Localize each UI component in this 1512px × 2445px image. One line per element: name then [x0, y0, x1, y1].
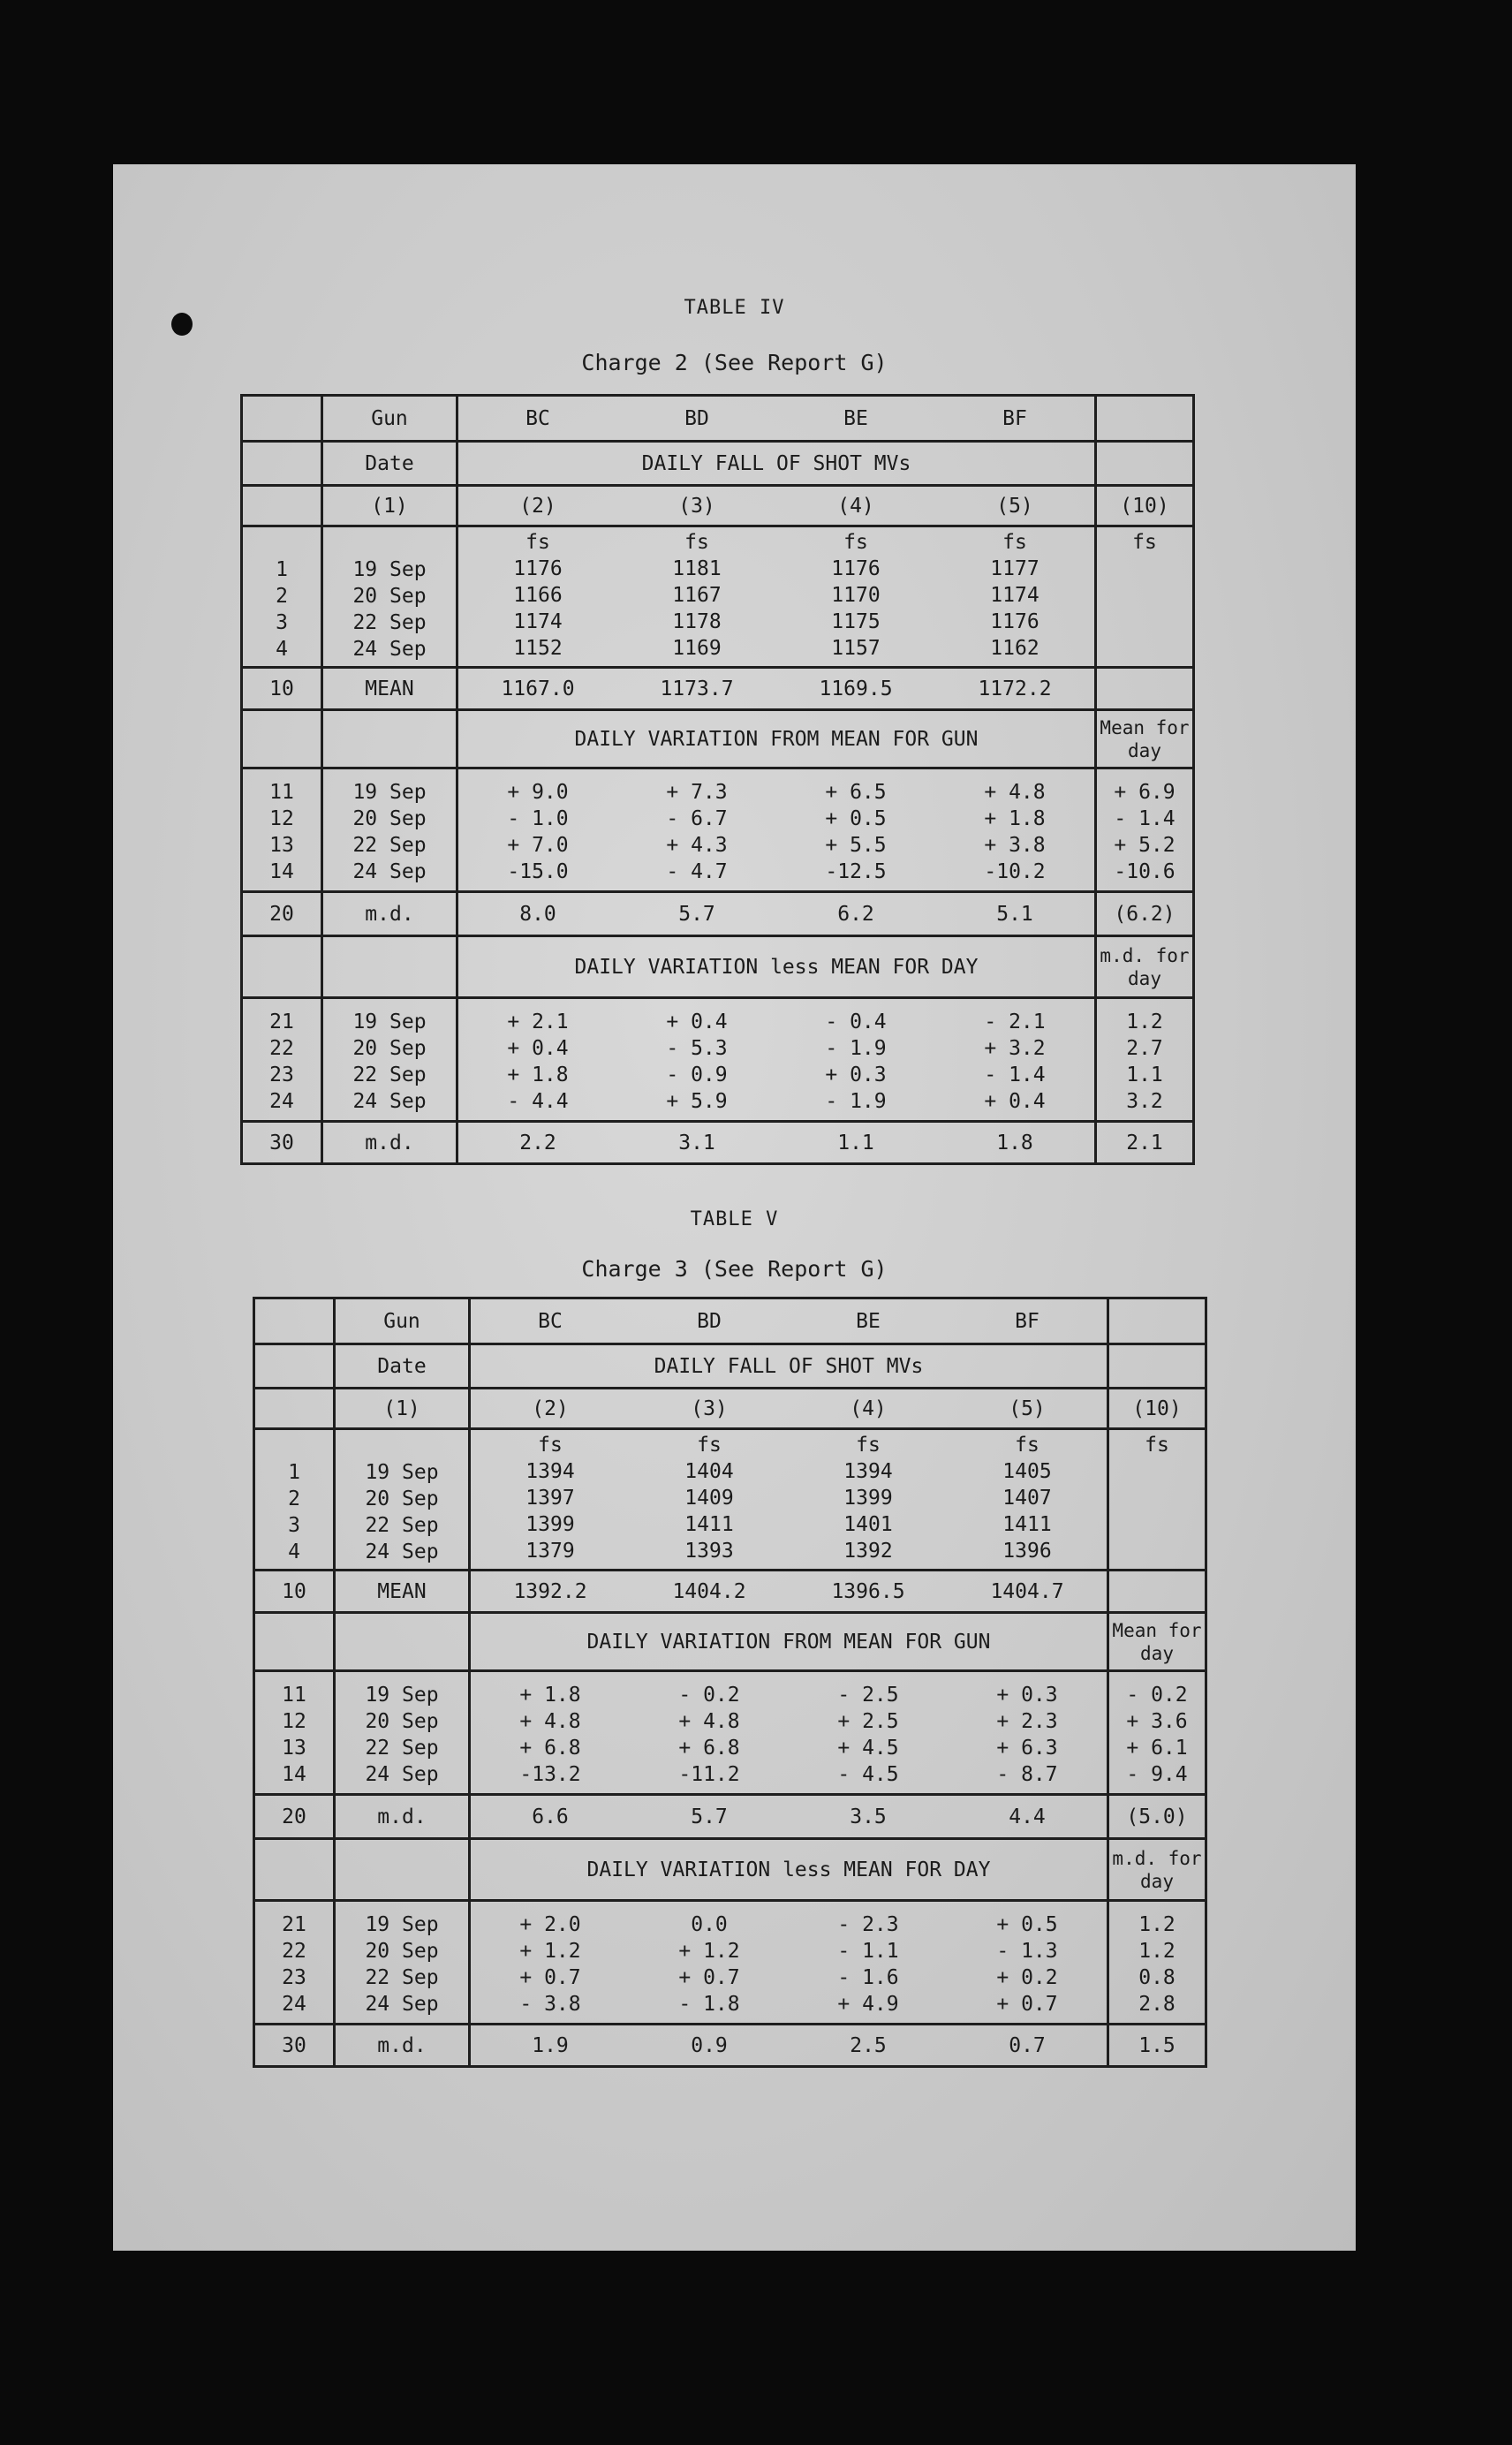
row-date: 19 Sep	[365, 1461, 439, 1484]
row-date: 22 Sep	[365, 1514, 439, 1537]
gun-header-1: BD	[684, 406, 709, 430]
unit-label: fs	[538, 1434, 563, 1457]
column-number-0: (1)	[371, 494, 408, 518]
row-date: 24 Sep	[352, 1090, 427, 1113]
col10-heading: day	[1128, 739, 1161, 761]
less-mean-value: - 5.3	[666, 1037, 728, 1060]
md-for-day-value: 1.2	[1138, 1913, 1176, 1936]
md-value: 5.7	[678, 902, 715, 926]
section-heading-variation: DAILY VARIATION FROM MEAN FOR GUN	[586, 1630, 991, 1654]
row-number: 30	[269, 1131, 294, 1154]
md-value: 4.4	[1009, 1805, 1046, 1828]
mv-value: 1178	[672, 610, 722, 633]
row-date: 22 Sep	[352, 1064, 427, 1086]
row-number: 4	[276, 638, 288, 661]
md-value: 3.5	[850, 1805, 887, 1828]
less-mean-value: + 1.8	[507, 1064, 569, 1086]
variation-value: + 0.3	[996, 1684, 1058, 1707]
less-mean-value: + 0.4	[507, 1037, 569, 1060]
column-number-3: (4)	[850, 1397, 887, 1420]
final-md-value: 1.8	[996, 1131, 1033, 1154]
unit-label: fs	[1145, 1434, 1169, 1457]
less-mean-value: - 1.4	[984, 1064, 1046, 1086]
row-number: 22	[269, 1037, 294, 1060]
blank-cell	[322, 710, 457, 768]
row-date: 22 Sep	[352, 611, 427, 634]
blank-cell	[1108, 1571, 1206, 1613]
section-heading-less-mean: DAILY VARIATION less MEAN FOR DAY	[586, 1858, 991, 1881]
blank-cell	[1108, 1298, 1206, 1344]
row-date: 24 Sep	[365, 1540, 439, 1563]
less-mean-value: - 1.3	[996, 1940, 1058, 1963]
row-date: 19 Sep	[352, 781, 427, 804]
variation-value: -13.2	[519, 1763, 581, 1786]
row-number: 13	[282, 1737, 306, 1760]
row-number: 11	[269, 781, 294, 804]
mv-value: 1170	[831, 584, 881, 607]
variation-value: -15.0	[507, 860, 569, 883]
table-row	[242, 486, 1194, 526]
variation-value: + 4.5	[837, 1737, 899, 1760]
variation-value: + 2.3	[996, 1710, 1058, 1733]
variation-value: + 6.8	[678, 1737, 740, 1760]
md-for-day-value: 2.8	[1138, 1993, 1176, 2016]
variation-value: - 6.7	[666, 807, 728, 830]
variation-value: + 1.8	[984, 807, 1046, 830]
variation-value: - 8.7	[996, 1763, 1058, 1786]
row-number: 24	[282, 1993, 306, 2016]
unit-label: fs	[856, 1434, 881, 1457]
column-number-4: (5)	[996, 494, 1033, 518]
final-md-value: 2.2	[519, 1131, 556, 1154]
variation-value: + 2.5	[837, 1710, 899, 1733]
date-label: Date	[377, 1354, 427, 1378]
row-number: 3	[288, 1514, 300, 1537]
mv-value: 1167	[672, 584, 722, 607]
variation-value: + 4.8	[984, 781, 1046, 804]
blank-cell	[254, 1298, 335, 1344]
mv-value: 1407	[1002, 1487, 1052, 1510]
table-row	[242, 668, 1194, 710]
mv-value: 1393	[684, 1540, 734, 1563]
md-mean-value: (5.0)	[1126, 1805, 1188, 1828]
blank-cell	[254, 1839, 335, 1901]
less-mean-value: - 2.3	[837, 1913, 899, 1936]
mean-for-day-value: - 1.4	[1114, 807, 1176, 830]
mv-value: 1411	[684, 1513, 734, 1536]
final-md-value: 3.1	[678, 1131, 715, 1154]
table-row	[242, 998, 1194, 1122]
mean-value: 1396.5	[831, 1579, 905, 1603]
col10-heading: Mean for	[1112, 1619, 1202, 1641]
md-label: m.d.	[377, 1805, 427, 1828]
section-heading-less-mean: DAILY VARIATION less MEAN FOR DAY	[574, 955, 979, 979]
table-row	[254, 1901, 1206, 2025]
variation-value: -11.2	[678, 1763, 740, 1786]
mv-value: 1379	[525, 1540, 575, 1563]
row-number: 20	[282, 1805, 306, 1828]
less-mean-value: + 2.0	[519, 1913, 581, 1936]
unit-label: fs	[1002, 531, 1027, 554]
less-mean-value: - 1.6	[837, 1966, 899, 1989]
less-mean-value: + 0.7	[678, 1966, 740, 1989]
row-number: 10	[282, 1579, 306, 1603]
row-number: 12	[269, 807, 294, 830]
column-number-5: (10)	[1120, 494, 1169, 518]
row-number: 2	[276, 585, 288, 608]
column-number-1: (2)	[532, 1397, 569, 1420]
gun-header-3: BF	[1002, 406, 1027, 430]
blank-cell	[242, 396, 322, 442]
less-mean-value: - 0.4	[825, 1011, 887, 1033]
column-number-5: (10)	[1132, 1397, 1182, 1420]
blank-cell	[335, 1839, 470, 1901]
col10-heading: m.d. for	[1100, 944, 1190, 966]
table-row	[254, 1795, 1206, 1839]
row-number: 30	[282, 2033, 306, 2057]
mv-value: 1404	[684, 1460, 734, 1483]
blank-cell	[1096, 442, 1194, 486]
mean-value: 1169.5	[819, 677, 893, 700]
mean-for-day-value: -10.6	[1114, 860, 1176, 883]
row-date: 22 Sep	[365, 1966, 439, 1989]
md-label: m.d.	[377, 2033, 427, 2057]
mv-value: 1166	[513, 584, 563, 607]
table-4-title: TABLE IV	[684, 297, 785, 319]
row-number: 1	[276, 558, 288, 581]
table-row	[242, 892, 1194, 936]
gun-header-3: BF	[1015, 1309, 1040, 1333]
row-number: 12	[282, 1710, 306, 1733]
row-date: 20 Sep	[365, 1940, 439, 1963]
variation-value: + 4.3	[666, 834, 728, 857]
table-row	[254, 1839, 1206, 1901]
final-md-value: 0.7	[1009, 2033, 1046, 2057]
table-row	[254, 1429, 1206, 1571]
mean-label: MEAN	[365, 677, 414, 700]
row-number: 22	[282, 1940, 306, 1963]
less-mean-value: + 0.7	[519, 1966, 581, 1989]
unit-label: fs	[1015, 1434, 1040, 1457]
gun-header-0: BC	[538, 1309, 563, 1333]
less-mean-value: - 2.1	[984, 1011, 1046, 1033]
variation-value: + 7.3	[666, 781, 728, 804]
mv-value: 1392	[843, 1540, 893, 1563]
row-date: 19 Sep	[352, 1011, 427, 1033]
row-date: 20 Sep	[365, 1487, 439, 1510]
column-number-1: (2)	[519, 494, 556, 518]
mean-value: 1404.7	[990, 1579, 1064, 1603]
less-mean-value: + 3.2	[984, 1037, 1046, 1060]
mv-value: 1409	[684, 1487, 734, 1510]
mean-for-day-value: - 9.4	[1126, 1763, 1188, 1786]
blank-cell	[1108, 1344, 1206, 1389]
document-page	[113, 164, 1356, 2251]
mv-value: 1394	[843, 1460, 893, 1483]
mv-value: 1181	[672, 557, 722, 580]
row-number: 2	[288, 1487, 300, 1510]
row-number: 11	[282, 1684, 306, 1707]
variation-value: - 4.7	[666, 860, 728, 883]
blank-cell	[322, 936, 457, 998]
table-row	[242, 768, 1194, 892]
table-5-title: TABLE V	[690, 1208, 779, 1230]
mv-value: 1152	[513, 637, 563, 660]
table-row	[254, 1389, 1206, 1429]
table-row	[242, 396, 1194, 442]
table-5	[253, 1297, 1207, 2068]
mv-value: 1399	[525, 1513, 575, 1536]
row-date: 24 Sep	[365, 1993, 439, 2016]
row-date: 19 Sep	[365, 1913, 439, 1936]
mv-value: 1176	[831, 557, 881, 580]
md-value: 5.1	[996, 902, 1033, 926]
row-number: 23	[282, 1966, 306, 1989]
row-number: 3	[276, 611, 288, 634]
md-value: 8.0	[519, 902, 556, 926]
mv-value: 1394	[525, 1460, 575, 1483]
row-date: 24 Sep	[352, 638, 427, 661]
table-4-subtitle: Charge 2 (See Report G)	[581, 350, 888, 375]
blank-cell	[242, 936, 322, 998]
gun-header-2: BE	[856, 1309, 881, 1333]
variation-value: - 2.5	[837, 1684, 899, 1707]
mv-value: 1175	[831, 610, 881, 633]
row-number: 24	[269, 1090, 294, 1113]
row-number: 13	[269, 834, 294, 857]
mv-value: 1397	[525, 1487, 575, 1510]
row-date: 20 Sep	[352, 585, 427, 608]
gun-label: Gun	[371, 406, 408, 430]
row-number: 1	[288, 1461, 300, 1484]
md-value: 5.7	[691, 1805, 728, 1828]
variation-value: + 1.8	[519, 1684, 581, 1707]
md-value: 6.6	[532, 1805, 569, 1828]
final-md-value: 2.5	[850, 2033, 887, 2057]
variation-value: + 3.8	[984, 834, 1046, 857]
mv-value: 1174	[513, 610, 563, 633]
variation-value: + 6.5	[825, 781, 887, 804]
less-mean-value: + 0.2	[996, 1966, 1058, 1989]
mv-value: 1162	[990, 637, 1040, 660]
blank-cell	[242, 710, 322, 768]
table-row	[254, 2025, 1206, 2067]
less-mean-value: + 1.2	[678, 1940, 740, 1963]
less-mean-value: + 0.7	[996, 1993, 1058, 2016]
col10-heading: day	[1128, 967, 1161, 989]
row-number: 14	[269, 860, 294, 883]
gun-header-2: BE	[843, 406, 868, 430]
table-row	[254, 1671, 1206, 1795]
blank-cell	[254, 1613, 335, 1671]
mean-value: 1167.0	[501, 677, 575, 700]
variation-value: + 6.3	[996, 1737, 1058, 1760]
mv-value: 1169	[672, 637, 722, 660]
mean-for-day-value: + 3.6	[1126, 1710, 1188, 1733]
mv-value: 1177	[990, 557, 1040, 580]
blank-cell	[254, 1344, 335, 1389]
blank-cell	[335, 1613, 470, 1671]
column-number-2: (3)	[678, 494, 715, 518]
mv-value: 1396	[1002, 1540, 1052, 1563]
row-date: 19 Sep	[352, 558, 427, 581]
variation-value: -10.2	[984, 860, 1046, 883]
md-label: m.d.	[365, 902, 414, 926]
blank-cell	[254, 1389, 335, 1429]
row-date: 20 Sep	[352, 1037, 427, 1060]
md-for-day-value: 1.2	[1126, 1011, 1163, 1033]
variation-value: + 4.8	[519, 1710, 581, 1733]
md-for-day-value: 3.2	[1126, 1090, 1163, 1113]
row-number: 21	[282, 1913, 306, 1936]
column-number-0: (1)	[383, 1397, 420, 1420]
less-mean-value: - 1.9	[825, 1037, 887, 1060]
section-heading-variation: DAILY VARIATION FROM MEAN FOR GUN	[574, 727, 979, 751]
less-mean-value: + 0.5	[996, 1913, 1058, 1936]
md-value: 6.2	[837, 902, 874, 926]
less-mean-value: - 1.9	[825, 1090, 887, 1113]
unit-label: fs	[1132, 531, 1157, 554]
mv-value: 1176	[513, 557, 563, 580]
mean-for-day-value: + 6.1	[1126, 1737, 1188, 1760]
table-4	[240, 394, 1195, 1165]
table-5-subtitle: Charge 3 (See Report G)	[581, 1256, 888, 1282]
column-number-2: (3)	[691, 1397, 728, 1420]
table-row	[254, 1571, 1206, 1613]
less-mean-value: - 3.8	[519, 1993, 581, 2016]
gun-label: Gun	[383, 1309, 420, 1333]
row-number: 20	[269, 902, 294, 926]
blank-cell	[1096, 668, 1194, 710]
row-number: 21	[269, 1011, 294, 1033]
variation-value: -12.5	[825, 860, 887, 883]
gun-header-1: BD	[697, 1309, 722, 1333]
unit-label: fs	[525, 531, 550, 554]
variation-value: + 7.0	[507, 834, 569, 857]
mv-value: 1405	[1002, 1460, 1052, 1483]
final-md-mean: 1.5	[1138, 2033, 1176, 2057]
blank-cell	[1096, 396, 1194, 442]
table-row	[254, 1344, 1206, 1389]
less-mean-value: + 1.2	[519, 1940, 581, 1963]
md-label: m.d.	[365, 1131, 414, 1154]
final-md-value: 1.1	[837, 1131, 874, 1154]
less-mean-value: - 1.8	[678, 1993, 740, 2016]
mean-value: 1173.7	[660, 677, 734, 700]
variation-value: + 6.8	[519, 1737, 581, 1760]
variation-value: + 5.5	[825, 834, 887, 857]
mv-value: 1411	[1002, 1513, 1052, 1536]
md-for-day-value: 0.8	[1138, 1966, 1176, 1989]
md-for-day-value: 1.1	[1126, 1064, 1163, 1086]
md-for-day-value: 2.7	[1126, 1037, 1163, 1060]
table-row	[242, 526, 1194, 668]
variation-value: + 4.8	[678, 1710, 740, 1733]
row-number: 4	[288, 1540, 300, 1563]
col10-heading: day	[1140, 1642, 1174, 1664]
mv-value: 1401	[843, 1513, 893, 1536]
variation-value: + 0.5	[825, 807, 887, 830]
less-mean-value: + 4.9	[837, 1993, 899, 2016]
row-date: 22 Sep	[365, 1737, 439, 1760]
mean-for-day-value: - 0.2	[1126, 1684, 1188, 1707]
mean-value: 1392.2	[513, 1579, 587, 1603]
row-date: 19 Sep	[365, 1684, 439, 1707]
col10-heading: m.d. for	[1112, 1847, 1202, 1869]
variation-value: - 0.2	[678, 1684, 740, 1707]
less-mean-value: 0.0	[691, 1913, 728, 1936]
row-date: 20 Sep	[365, 1710, 439, 1733]
unit-label: fs	[697, 1434, 722, 1457]
row-number: 10	[269, 677, 294, 700]
mean-value: 1172.2	[978, 677, 1052, 700]
table-row	[254, 1613, 1206, 1671]
table-row	[242, 1122, 1194, 1164]
less-mean-value: + 0.4	[984, 1090, 1046, 1113]
variation-value: + 9.0	[507, 781, 569, 804]
row-date: 22 Sep	[352, 834, 427, 857]
less-mean-value: - 1.1	[837, 1940, 899, 1963]
less-mean-value: + 0.3	[825, 1064, 887, 1086]
row-date: 20 Sep	[352, 807, 427, 830]
table-row	[242, 442, 1194, 486]
less-mean-value: + 2.1	[507, 1011, 569, 1033]
final-md-value: 1.9	[532, 2033, 569, 2057]
variation-value: - 4.5	[837, 1763, 899, 1786]
md-for-day-value: 1.2	[1138, 1940, 1176, 1963]
mean-value: 1404.2	[672, 1579, 746, 1603]
mv-value: 1174	[990, 584, 1040, 607]
table-row	[242, 936, 1194, 998]
column-number-3: (4)	[837, 494, 874, 518]
gun-header-0: BC	[525, 406, 550, 430]
unit-label: fs	[843, 531, 868, 554]
less-mean-value: - 0.9	[666, 1064, 728, 1086]
row-date: 24 Sep	[365, 1763, 439, 1786]
section-heading-fall-of-shot: DAILY FALL OF SHOT MVs	[641, 451, 911, 475]
row-date: 24 Sep	[352, 860, 427, 883]
row-number: 23	[269, 1064, 294, 1086]
less-mean-value: - 4.4	[507, 1090, 569, 1113]
mv-value: 1176	[990, 610, 1040, 633]
section-heading-fall-of-shot: DAILY FALL OF SHOT MVs	[654, 1354, 924, 1378]
row-number: 14	[282, 1763, 306, 1786]
md-mean-value: (6.2)	[1114, 902, 1176, 926]
final-md-mean: 2.1	[1126, 1131, 1163, 1154]
less-mean-value: + 0.4	[666, 1011, 728, 1033]
mean-for-day-value: + 5.2	[1114, 834, 1176, 857]
col10-heading: day	[1140, 1870, 1174, 1892]
mean-for-day-value: + 6.9	[1114, 781, 1176, 804]
mean-label: MEAN	[377, 1579, 427, 1603]
blank-cell	[242, 442, 322, 486]
less-mean-value: + 5.9	[666, 1090, 728, 1113]
col10-heading: Mean for	[1100, 716, 1190, 738]
mv-value: 1399	[843, 1487, 893, 1510]
final-md-value: 0.9	[691, 2033, 728, 2057]
table-row	[254, 1298, 1206, 1344]
blank-cell	[242, 486, 322, 526]
date-label: Date	[365, 451, 414, 475]
table-row	[242, 710, 1194, 768]
unit-label: fs	[684, 531, 709, 554]
mv-value: 1157	[831, 637, 881, 660]
column-number-4: (5)	[1009, 1397, 1046, 1420]
variation-value: - 1.0	[507, 807, 569, 830]
